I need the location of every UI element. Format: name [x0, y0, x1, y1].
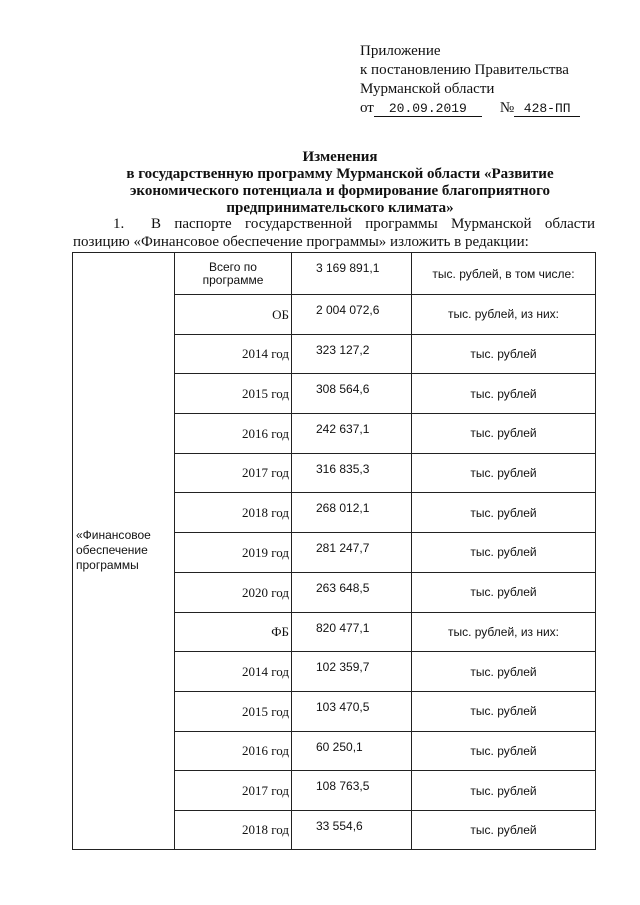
- heading-title: Изменения: [302, 149, 378, 165]
- decree-number: 428-ПП: [514, 101, 580, 117]
- row-value: 103 470,5: [292, 691, 412, 731]
- row-unit: тыс. рублей, из них:: [412, 295, 596, 335]
- row-label: 2019 год: [175, 533, 292, 573]
- heading-line-2: в государственную программу Мурманской области «Развитие: [126, 166, 554, 182]
- appendix-title: Приложение: [360, 43, 441, 59]
- date-prefix: от: [360, 100, 374, 116]
- appendix-region: Мурманской области: [360, 81, 495, 97]
- row-value: 268 012,1: [292, 493, 412, 533]
- row-label: ОБ: [175, 295, 292, 335]
- row-label: 2015 год: [175, 374, 292, 414]
- intro-paragraph: [73, 215, 595, 251]
- row-unit: тыс. рублей: [412, 493, 596, 533]
- row-label: 2014 год: [175, 334, 292, 374]
- row-unit: тыс. рублей: [412, 810, 596, 849]
- row-label: 2014 год: [175, 652, 292, 692]
- row-label: 2018 год: [175, 810, 292, 849]
- row-label: 2018 год: [175, 493, 292, 533]
- row-unit: тыс. рублей: [412, 731, 596, 771]
- row-unit: тыс. рублей: [412, 572, 596, 612]
- financing-table-body: [73, 253, 596, 850]
- row-unit: тыс. рублей, в том числе:: [412, 253, 596, 295]
- row-value: 323 127,2: [292, 334, 412, 374]
- row-value: 820 477,1: [292, 612, 412, 652]
- row-unit: тыс. рублей: [412, 691, 596, 731]
- row-value: 60 250,1: [292, 731, 412, 771]
- appendix-date-line: [360, 99, 580, 118]
- row-value: 108 763,5: [292, 771, 412, 811]
- row-label: Всего по программе: [175, 253, 292, 295]
- position-label: «Финансовое обеспечение программы: [73, 253, 175, 850]
- row-unit: тыс. рублей: [412, 334, 596, 374]
- row-value: 2 004 072,6: [292, 295, 412, 335]
- decree-date: 20.09.2019: [374, 101, 482, 117]
- row-value: 242 637,1: [292, 414, 412, 454]
- row-label: 2016 год: [175, 731, 292, 771]
- row-label: 2020 год: [175, 572, 292, 612]
- row-unit: тыс. рублей: [412, 771, 596, 811]
- row-label: ФБ: [175, 612, 292, 652]
- row-label: 2017 год: [175, 771, 292, 811]
- row-unit: тыс. рублей, из них:: [412, 612, 596, 652]
- row-value: 316 835,3: [292, 453, 412, 493]
- row-value: 281 247,7: [292, 533, 412, 573]
- row-label: 2015 год: [175, 691, 292, 731]
- row-label: 2017 год: [175, 453, 292, 493]
- row-value: 263 648,5: [292, 572, 412, 612]
- appendix-decree: к постановлению Правительства: [360, 62, 569, 78]
- row-unit: тыс. рублей: [412, 652, 596, 692]
- row-value: 3 169 891,1: [292, 253, 412, 295]
- number-prefix: №: [499, 100, 515, 116]
- heading-line-4: предпринимательского климата»: [226, 200, 454, 216]
- row-value: 102 359,7: [292, 652, 412, 692]
- financing-table: [72, 252, 596, 850]
- heading-line-3: экономического потенциала и формирование благоприятного: [129, 183, 551, 199]
- row-unit: тыс. рублей: [412, 453, 596, 493]
- row-label: 2016 год: [175, 414, 292, 454]
- row-unit: тыс. рублей: [412, 414, 596, 454]
- row-unit: тыс. рублей: [412, 374, 596, 414]
- intro-text: В паспорте государственной программы Мурманской области позицию «Финансовое обеспечение программы» изложить в редакции:: [73, 216, 595, 250]
- item-number: 1.: [113, 216, 125, 232]
- row-value: 33 554,6: [292, 810, 412, 849]
- appendix-block: [360, 42, 580, 118]
- table-row: [73, 253, 596, 295]
- row-unit: тыс. рублей: [412, 533, 596, 573]
- document-heading: [75, 149, 605, 217]
- row-value: 308 564,6: [292, 374, 412, 414]
